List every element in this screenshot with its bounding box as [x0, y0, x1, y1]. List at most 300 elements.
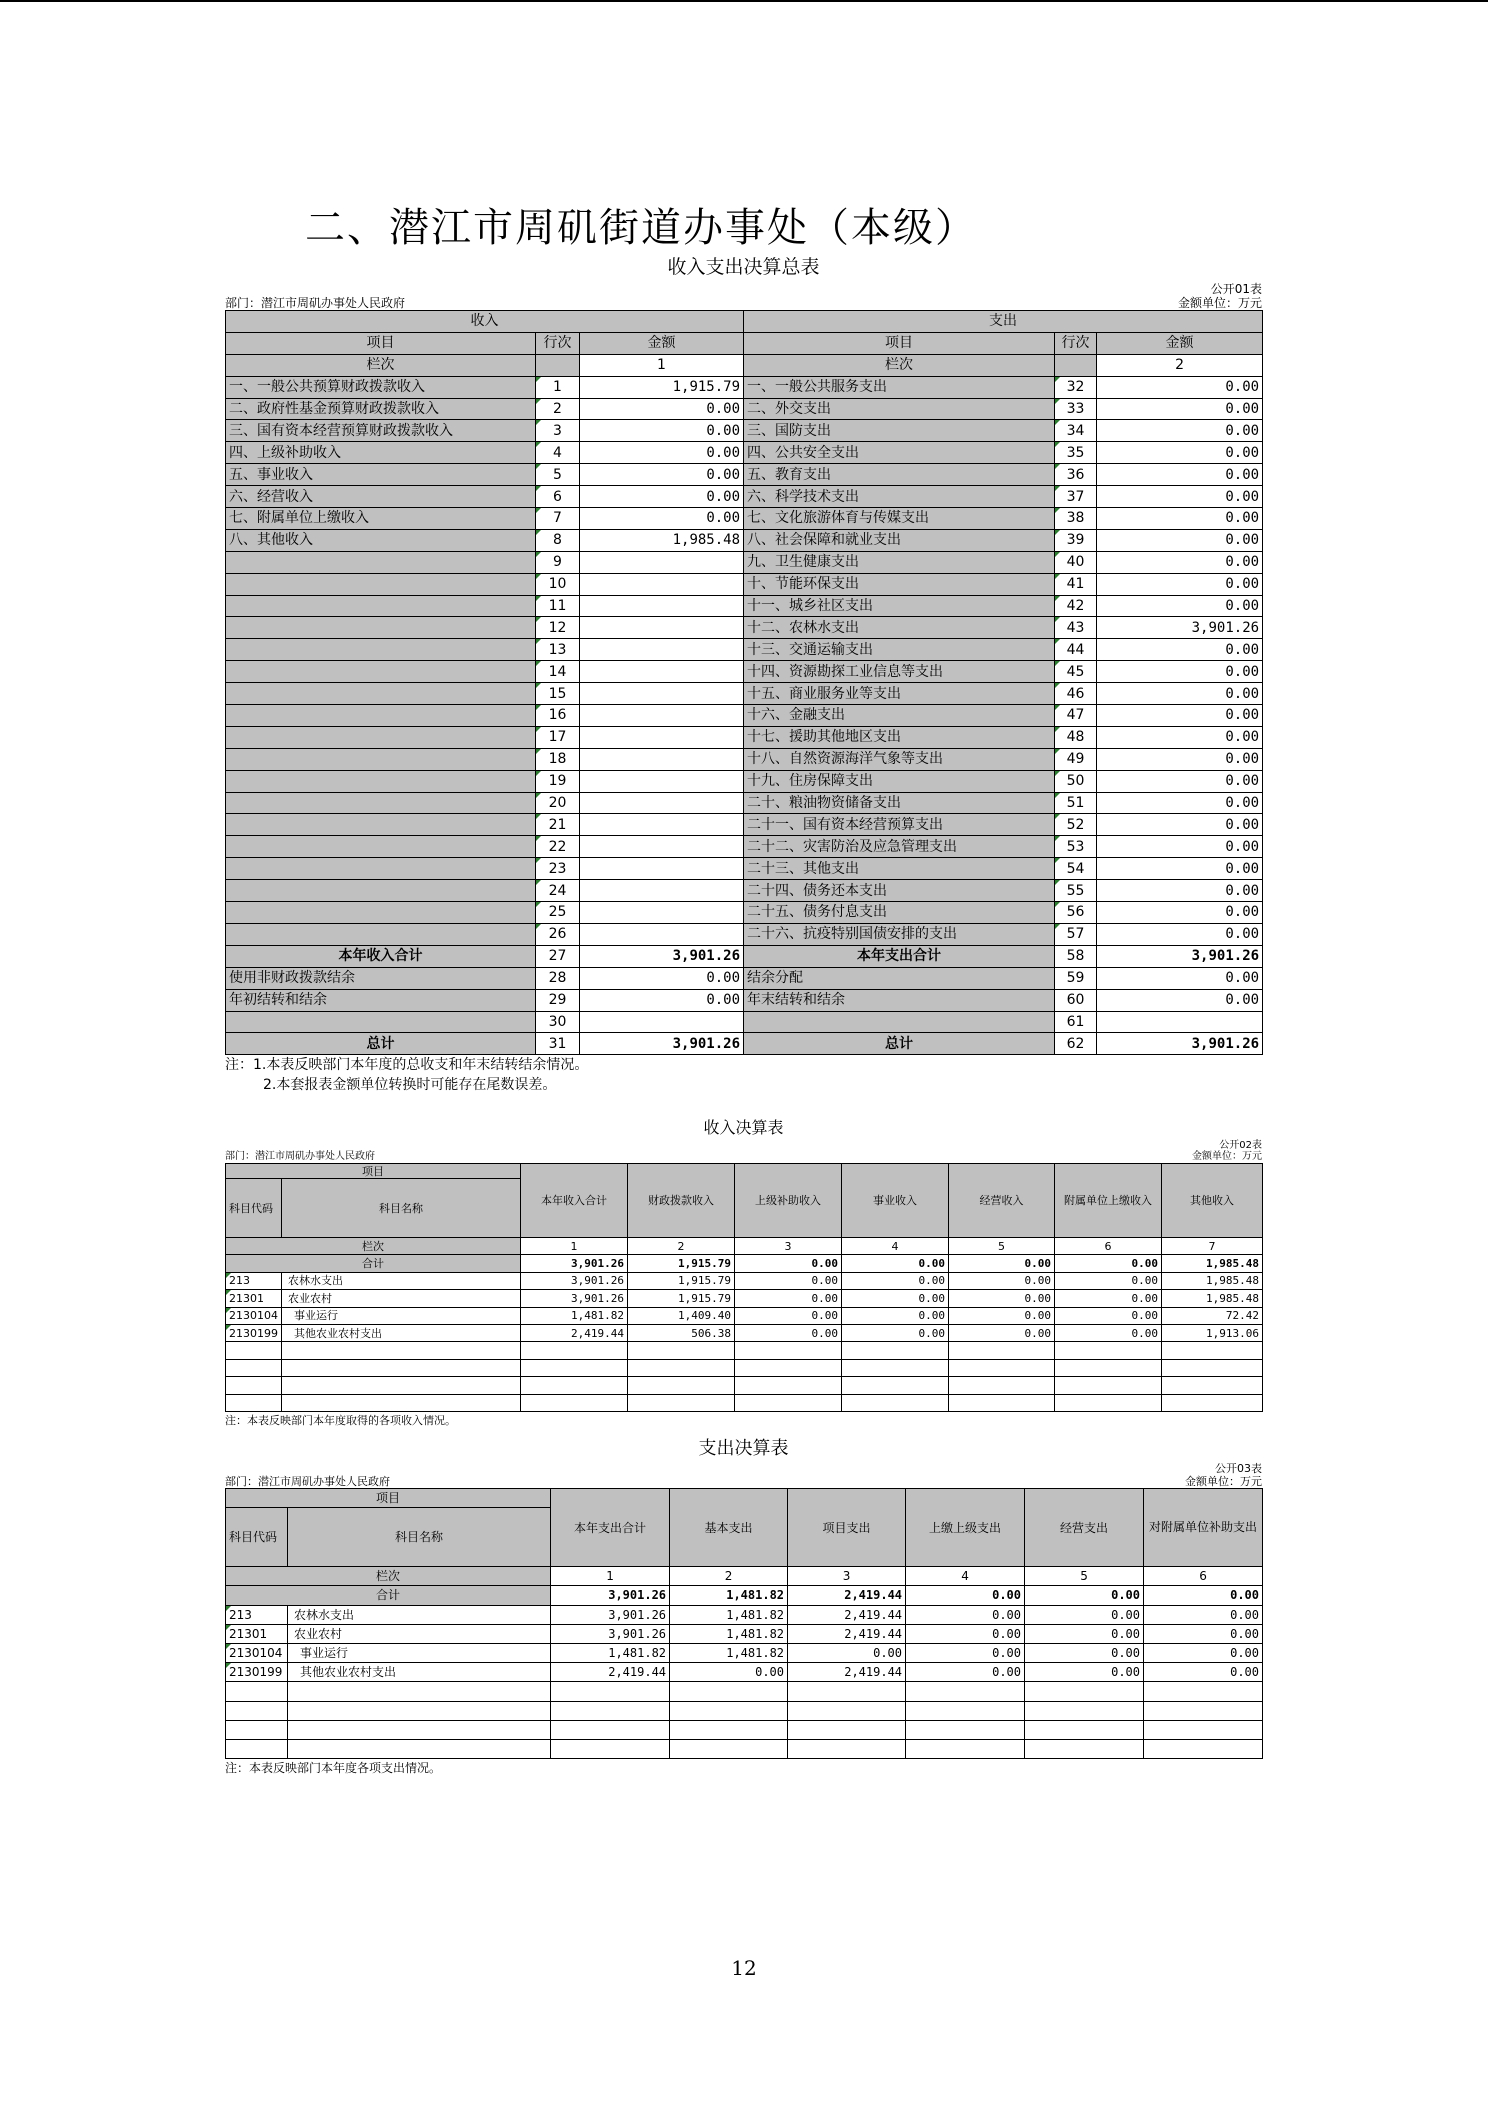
income-amount — [580, 661, 744, 683]
income-row-number: 26 — [536, 923, 580, 945]
income-row-number: 2 — [536, 398, 580, 420]
expense-row-number: 46 — [1055, 683, 1097, 705]
t3-blank-cell — [226, 1701, 288, 1720]
income-amount — [580, 683, 744, 705]
income-row-number: 23 — [536, 858, 580, 880]
t2-row-value: 506.38 — [628, 1324, 735, 1341]
t3-blank-cell — [906, 1701, 1025, 1720]
expense-lanci-number: 2 — [1097, 354, 1263, 376]
expense-amount: 0.00 — [1097, 748, 1263, 770]
income-amount — [580, 617, 744, 639]
income-row-number: 22 — [536, 836, 580, 858]
t2-blank-row — [226, 1359, 1263, 1376]
expense-row-number: 35 — [1055, 442, 1097, 464]
expense-item: 十七、援助其他地区支出 — [744, 726, 1055, 748]
t2-unit: 金额单位：万元 — [1192, 1151, 1262, 1162]
t3-blank-cell — [1144, 1739, 1263, 1758]
expense-amount: 0.00 — [1097, 573, 1263, 595]
t3-row-name: 农业农村 — [288, 1624, 551, 1643]
expense-amount: 0.00 — [1097, 508, 1263, 530]
income-summary-row: 30 — [536, 1011, 580, 1033]
income-summary-amount: 0.00 — [580, 989, 744, 1011]
income-item — [226, 880, 536, 902]
income-item — [226, 836, 536, 858]
t2-row-code: 2130199 — [226, 1324, 282, 1341]
expense-summary-amount: 0.00 — [1097, 989, 1263, 1011]
t3-blank-cell — [551, 1682, 670, 1701]
t3-row-value: 0.00 — [788, 1643, 906, 1662]
summary-row — [226, 748, 1263, 770]
t3-data-row — [226, 1605, 1263, 1624]
t3-total-6: 0.00 — [1144, 1586, 1263, 1605]
t3-col-4: 上缴上级支出 — [906, 1489, 1025, 1567]
t3-row-value: 0.00 — [1144, 1605, 1263, 1624]
income-row-number: 1 — [536, 376, 580, 398]
income-amount — [580, 551, 744, 573]
income-summary-amount — [580, 1011, 744, 1033]
summary-total-row — [226, 989, 1263, 1011]
t2-row-code: 2130104 — [226, 1307, 282, 1324]
t3-row-value: 0.00 — [1025, 1663, 1144, 1682]
t2-blank-cell — [1055, 1377, 1162, 1394]
income-amount: 1,985.48 — [580, 529, 744, 551]
t2-row-value: 2,419.44 — [521, 1324, 628, 1341]
t2-blank-cell — [949, 1359, 1055, 1376]
income-detail-sheet — [225, 1116, 1262, 1430]
summary-row — [226, 617, 1263, 639]
t3-row-value: 0.00 — [1025, 1643, 1144, 1662]
expense-item: 七、文化旅游体育与传媒支出 — [744, 508, 1055, 530]
t2-blank-cell — [226, 1377, 282, 1394]
income-summary-item: 总计 — [226, 1033, 536, 1055]
t2-lanci-3: 3 — [735, 1238, 842, 1255]
expense-amount: 0.00 — [1097, 792, 1263, 814]
t2-row-value: 3,901.26 — [521, 1290, 628, 1307]
income-amount — [580, 705, 744, 727]
summary-row — [226, 726, 1263, 748]
t2-row-value: 0.00 — [735, 1290, 842, 1307]
t2-row-code: 213 — [226, 1272, 282, 1289]
summary-row — [226, 529, 1263, 551]
t1-code: 公开01表 — [1210, 282, 1262, 296]
t3-code-header: 科目代码 — [226, 1508, 288, 1567]
expense-item: 十、节能环保支出 — [744, 573, 1055, 595]
t1-unit: 金额单位：万元 — [1177, 296, 1262, 310]
t3-blank-cell — [1025, 1720, 1144, 1739]
summary-row — [226, 814, 1263, 836]
expense-item: 四、公共安全支出 — [744, 442, 1055, 464]
t2-total-4: 0.00 — [842, 1255, 949, 1272]
expense-summary-item — [744, 1011, 1055, 1033]
t2-row-value: 1,915.79 — [628, 1272, 735, 1289]
income-item: 六、经营收入 — [226, 486, 536, 508]
t3-blank-cell — [906, 1682, 1025, 1701]
t3-blank-cell — [788, 1739, 906, 1758]
income-row-number: 19 — [536, 770, 580, 792]
expense-amount: 0.00 — [1097, 814, 1263, 836]
expense-lanci-blank — [1055, 354, 1097, 376]
t1-caption: 收入支出决算总表 — [667, 256, 820, 278]
t1-header-line — [225, 296, 1262, 310]
t3-blank-cell — [1144, 1701, 1263, 1720]
income-summary-item: 年初结转和结余 — [226, 989, 536, 1011]
t2-blank-cell — [282, 1342, 521, 1359]
t2-row-name: 农业农村 — [282, 1290, 521, 1307]
t3-row-value: 1,481.82 — [551, 1643, 670, 1662]
t3-row-value: 2,419.44 — [788, 1663, 906, 1682]
income-amount — [580, 858, 744, 880]
t2-blank-row — [226, 1377, 1263, 1394]
t2-blank-cell — [735, 1342, 842, 1359]
t2-note: 注：本表反映部门本年度取得的各项收入情况。 — [225, 1413, 456, 1427]
income-row-number: 3 — [536, 420, 580, 442]
t3-row-code: 213 — [226, 1605, 288, 1624]
t3-lanci-5: 5 — [1025, 1567, 1144, 1586]
expense-row-number: 43 — [1055, 617, 1097, 639]
income-lanci-blank — [536, 354, 580, 376]
expense-row-number: 34 — [1055, 420, 1097, 442]
expense-summary-item: 本年支出合计 — [744, 945, 1055, 967]
t2-data-row — [226, 1290, 1263, 1307]
income-row-number: 4 — [536, 442, 580, 464]
expense-amount: 0.00 — [1097, 420, 1263, 442]
t3-total-1: 3,901.26 — [551, 1586, 670, 1605]
income-item — [226, 683, 536, 705]
income-amount: 0.00 — [580, 464, 744, 486]
t3-blank-cell — [551, 1720, 670, 1739]
expense-item: 二、外交支出 — [744, 398, 1055, 420]
income-amount: 0.00 — [580, 442, 744, 464]
t2-row-code: 21301 — [226, 1290, 282, 1307]
t3-blank-cell — [1144, 1720, 1263, 1739]
t2-total-5: 0.00 — [949, 1255, 1055, 1272]
t2-col-3: 上级补助收入 — [735, 1164, 842, 1238]
t3-name-header: 科目名称 — [288, 1508, 551, 1567]
income-item — [226, 551, 536, 573]
expense-summary-row: 59 — [1055, 967, 1097, 989]
summary-row — [226, 661, 1263, 683]
t3-blank-cell — [551, 1739, 670, 1758]
income-summary-row: 27 — [536, 945, 580, 967]
income-row-number: 17 — [536, 726, 580, 748]
t2-row-name: 事业运行 — [282, 1307, 521, 1324]
expense-item: 一、一般公共服务支出 — [744, 376, 1055, 398]
t2-total-label: 合计 — [226, 1255, 521, 1272]
t2-blank-cell — [521, 1359, 628, 1376]
income-amount — [580, 923, 744, 945]
t2-blank-cell — [1162, 1359, 1263, 1376]
income-item — [226, 661, 536, 683]
t2-data-row — [226, 1324, 1263, 1341]
t2-row-value: 0.00 — [842, 1290, 949, 1307]
income-item: 七、附属单位上缴收入 — [226, 508, 536, 530]
income-row-number: 21 — [536, 814, 580, 836]
summary-row — [226, 792, 1263, 814]
t2-lanci-4: 4 — [842, 1238, 949, 1255]
t3-row-value: 1,481.82 — [670, 1624, 788, 1643]
t3-lanci-3: 3 — [788, 1567, 906, 1586]
t3-dept: 部门：潜江市周矶办事处人民政府 — [225, 1475, 390, 1488]
summary-row — [226, 486, 1263, 508]
t3-blank-cell — [288, 1682, 551, 1701]
t2-row-value: 1,481.82 — [521, 1307, 628, 1324]
expense-amount: 0.00 — [1097, 858, 1263, 880]
expense-summary-item: 年末结转和结余 — [744, 989, 1055, 1011]
t2-blank-cell — [282, 1377, 521, 1394]
summary-row — [226, 398, 1263, 420]
t3-blank-cell — [226, 1720, 288, 1739]
income-row-number: 7 — [536, 508, 580, 530]
summary-row — [226, 573, 1263, 595]
expense-amount: 0.00 — [1097, 595, 1263, 617]
summary-row — [226, 420, 1263, 442]
expense-amount: 0.00 — [1097, 902, 1263, 924]
t3-unit: 金额单位：万元 — [1185, 1475, 1262, 1488]
t3-lanci-4: 4 — [906, 1567, 1025, 1586]
income-amount — [580, 814, 744, 836]
summary-row — [226, 880, 1263, 902]
summary-row — [226, 464, 1263, 486]
income-item — [226, 858, 536, 880]
t2-blank-cell — [735, 1394, 842, 1411]
expense-item: 十五、商业服务业等支出 — [744, 683, 1055, 705]
income-row-number: 12 — [536, 617, 580, 639]
t3-code: 公开03表 — [1215, 1462, 1262, 1475]
t2-blank-cell — [628, 1359, 735, 1376]
t2-row-value: 1,915.79 — [628, 1290, 735, 1307]
t2-blank-cell — [842, 1359, 949, 1376]
t2-row-value: 0.00 — [949, 1290, 1055, 1307]
t1-dept: 部门：潜江市周矶办事处人民政府 — [225, 296, 406, 310]
t2-blank-cell — [842, 1377, 949, 1394]
income-item — [226, 902, 536, 924]
summary-row — [226, 442, 1263, 464]
t1-note-2: 2.本套报表金额单位转换时可能存在尾数误差。 — [263, 1077, 557, 1094]
expense-row-number: 52 — [1055, 814, 1097, 836]
expense-item-header: 项目 — [744, 332, 1055, 354]
income-item — [226, 923, 536, 945]
expense-amount: 0.00 — [1097, 464, 1263, 486]
t3-blank-cell — [226, 1739, 288, 1758]
t2-lanci-2: 2 — [628, 1238, 735, 1255]
t3-header-line — [225, 1475, 1262, 1488]
income-summary-amount: 3,901.26 — [580, 945, 744, 967]
t3-row-value: 0.00 — [1144, 1624, 1263, 1643]
t2-name-header: 科目名称 — [282, 1179, 521, 1238]
expense-amount: 0.00 — [1097, 836, 1263, 858]
t2-row-value: 1,913.06 — [1162, 1324, 1263, 1341]
t2-blank-cell — [521, 1342, 628, 1359]
t2-row-value: 0.00 — [1055, 1324, 1162, 1341]
t3-lanci-2: 2 — [670, 1567, 788, 1586]
t3-blank-cell — [788, 1701, 906, 1720]
t3-row-value: 0.00 — [906, 1643, 1025, 1662]
t3-col-6: 对附属单位补助支出 — [1144, 1489, 1263, 1567]
summary-total-row — [226, 1011, 1263, 1033]
income-amount: 0.00 — [580, 508, 744, 530]
expense-amount: 0.00 — [1097, 705, 1263, 727]
t2-data-row — [226, 1272, 1263, 1289]
t3-row-code: 2130104 — [226, 1643, 288, 1662]
t3-blank-cell — [906, 1720, 1025, 1739]
income-item: 二、政府性基金预算财政拨款收入 — [226, 398, 536, 420]
expense-amount: 3,901.26 — [1097, 617, 1263, 639]
expense-summary-amount: 3,901.26 — [1097, 1033, 1263, 1055]
summary-total-row — [226, 945, 1263, 967]
income-amount — [580, 639, 744, 661]
income-item: 一、一般公共预算财政拨款收入 — [226, 376, 536, 398]
income-row-number: 15 — [536, 683, 580, 705]
summary-row — [226, 508, 1263, 530]
income-amount — [580, 595, 744, 617]
income-item: 三、国有资本经营预算财政拨款收入 — [226, 420, 536, 442]
expense-row-number: 49 — [1055, 748, 1097, 770]
t3-data-row — [226, 1624, 1263, 1643]
income-item — [226, 705, 536, 727]
t2-blank-cell — [521, 1394, 628, 1411]
t2-row-value: 1,985.48 — [1162, 1272, 1263, 1289]
expense-item: 十六、金融支出 — [744, 705, 1055, 727]
t2-blank-cell — [842, 1342, 949, 1359]
t3-blank-cell — [1144, 1682, 1263, 1701]
t3-col-5: 经营支出 — [1025, 1489, 1144, 1567]
income-row-number: 18 — [536, 748, 580, 770]
summary-total-row — [226, 1033, 1263, 1055]
expense-summary-item: 结余分配 — [744, 967, 1055, 989]
t2-blank-cell — [521, 1377, 628, 1394]
expense-item: 五、教育支出 — [744, 464, 1055, 486]
expense-item: 十一、城乡社区支出 — [744, 595, 1055, 617]
page-title: 二、潜江市周矶街道办事处（本级） — [305, 205, 977, 251]
t2-blank-cell — [949, 1394, 1055, 1411]
expense-amount: 0.00 — [1097, 486, 1263, 508]
t2-row-name: 农林水支出 — [282, 1272, 521, 1289]
t2-row-value: 0.00 — [949, 1272, 1055, 1289]
t3-total-label: 合计 — [226, 1586, 551, 1605]
t2-dept: 部门：潜江市周矶办事处人民政府 — [225, 1151, 375, 1162]
t2-lanci-6: 6 — [1055, 1238, 1162, 1255]
t3-row-value: 3,901.26 — [551, 1605, 670, 1624]
t3-blank-cell — [288, 1739, 551, 1758]
t2-lanci-1: 1 — [521, 1238, 628, 1255]
t2-row-name: 其他农业农村支出 — [282, 1324, 521, 1341]
expense-item: 二十二、灾害防治及应急管理支出 — [744, 836, 1055, 858]
income-row-number: 13 — [536, 639, 580, 661]
expense-summary-row: 60 — [1055, 989, 1097, 1011]
expense-table — [225, 1488, 1263, 1759]
t2-blank-cell — [628, 1342, 735, 1359]
expense-item: 二十、粮油物资储备支出 — [744, 792, 1055, 814]
t3-blank-cell — [551, 1701, 670, 1720]
t3-row-value: 2,419.44 — [788, 1624, 906, 1643]
income-lanci-number: 1 — [580, 354, 744, 376]
expense-amount-header: 金额 — [1097, 332, 1263, 354]
t2-row-value: 0.00 — [735, 1272, 842, 1289]
expense-row-number: 50 — [1055, 770, 1097, 792]
t2-col-7: 其他收入 — [1162, 1164, 1263, 1238]
income-row-number: 14 — [536, 661, 580, 683]
t2-col-6: 附属单位上缴收入 — [1055, 1164, 1162, 1238]
income-summary-item — [226, 1011, 536, 1033]
expense-amount: 0.00 — [1097, 551, 1263, 573]
t3-col-2: 基本支出 — [670, 1489, 788, 1567]
income-summary-row: 31 — [536, 1033, 580, 1055]
t2-blank-cell — [735, 1377, 842, 1394]
expense-amount: 0.00 — [1097, 661, 1263, 683]
income-row-number: 10 — [536, 573, 580, 595]
t3-total-2: 1,481.82 — [670, 1586, 788, 1605]
t3-col-1: 本年支出合计 — [551, 1489, 670, 1567]
income-item — [226, 617, 536, 639]
t3-col-3: 项目支出 — [788, 1489, 906, 1567]
t3-blank-cell — [670, 1720, 788, 1739]
income-amount — [580, 792, 744, 814]
t2-blank-cell — [1055, 1342, 1162, 1359]
t3-total-5: 0.00 — [1025, 1586, 1144, 1605]
t2-blank-cell — [842, 1394, 949, 1411]
t2-row-value: 0.00 — [949, 1324, 1055, 1341]
t2-blank-cell — [1055, 1394, 1162, 1411]
t2-col-2: 财政拨款收入 — [628, 1164, 735, 1238]
t2-total-7: 1,985.48 — [1162, 1255, 1263, 1272]
t3-lanci-1: 1 — [551, 1567, 670, 1586]
t3-row-value: 0.00 — [906, 1624, 1025, 1643]
expense-summary-item: 总计 — [744, 1033, 1055, 1055]
t2-row-value: 0.00 — [1055, 1307, 1162, 1324]
expense-lanci-label: 栏次 — [744, 354, 1055, 376]
t3-row-value: 2,419.44 — [551, 1663, 670, 1682]
expense-row-number: 47 — [1055, 705, 1097, 727]
income-summary-item: 使用非财政拨款结余 — [226, 967, 536, 989]
t2-blank-row — [226, 1394, 1263, 1411]
income-row-number: 20 — [536, 792, 580, 814]
t2-row-value: 0.00 — [949, 1307, 1055, 1324]
income-row-number: 6 — [536, 486, 580, 508]
t3-row-value: 1,481.82 — [670, 1643, 788, 1662]
expense-item: 三、国防支出 — [744, 420, 1055, 442]
t2-blank-cell — [226, 1394, 282, 1411]
summary-row — [226, 595, 1263, 617]
expense-row-number: 39 — [1055, 529, 1097, 551]
t2-blank-cell — [282, 1394, 521, 1411]
income-item: 八、其他收入 — [226, 529, 536, 551]
income-row-number: 8 — [536, 529, 580, 551]
t2-blank-cell — [282, 1359, 521, 1376]
expense-row-number: 55 — [1055, 880, 1097, 902]
expense-item: 二十六、抗疫特别国债安排的支出 — [744, 923, 1055, 945]
expense-row-number: 56 — [1055, 902, 1097, 924]
income-item — [226, 639, 536, 661]
t2-blank-cell — [949, 1377, 1055, 1394]
income-item — [226, 726, 536, 748]
income-summary-amount: 0.00 — [580, 967, 744, 989]
expense-summary-row: 62 — [1055, 1033, 1097, 1055]
t2-header-line — [225, 1151, 1262, 1163]
t3-blank-cell — [906, 1739, 1025, 1758]
t2-col-4: 事业收入 — [842, 1164, 949, 1238]
t3-row-value: 0.00 — [906, 1663, 1025, 1682]
expense-row-number: 40 — [1055, 551, 1097, 573]
expense-item: 二十五、债务付息支出 — [744, 902, 1055, 924]
t3-total-4: 0.00 — [906, 1586, 1025, 1605]
expense-item: 二十一、国有资本经营预算支出 — [744, 814, 1055, 836]
t2-blank-cell — [628, 1377, 735, 1394]
expense-row-header: 行次 — [1055, 332, 1097, 354]
income-item: 四、上级补助收入 — [226, 442, 536, 464]
expense-item: 十四、资源勘探工业信息等支出 — [744, 661, 1055, 683]
t2-blank-cell — [226, 1359, 282, 1376]
t2-col-5: 经营收入 — [949, 1164, 1055, 1238]
